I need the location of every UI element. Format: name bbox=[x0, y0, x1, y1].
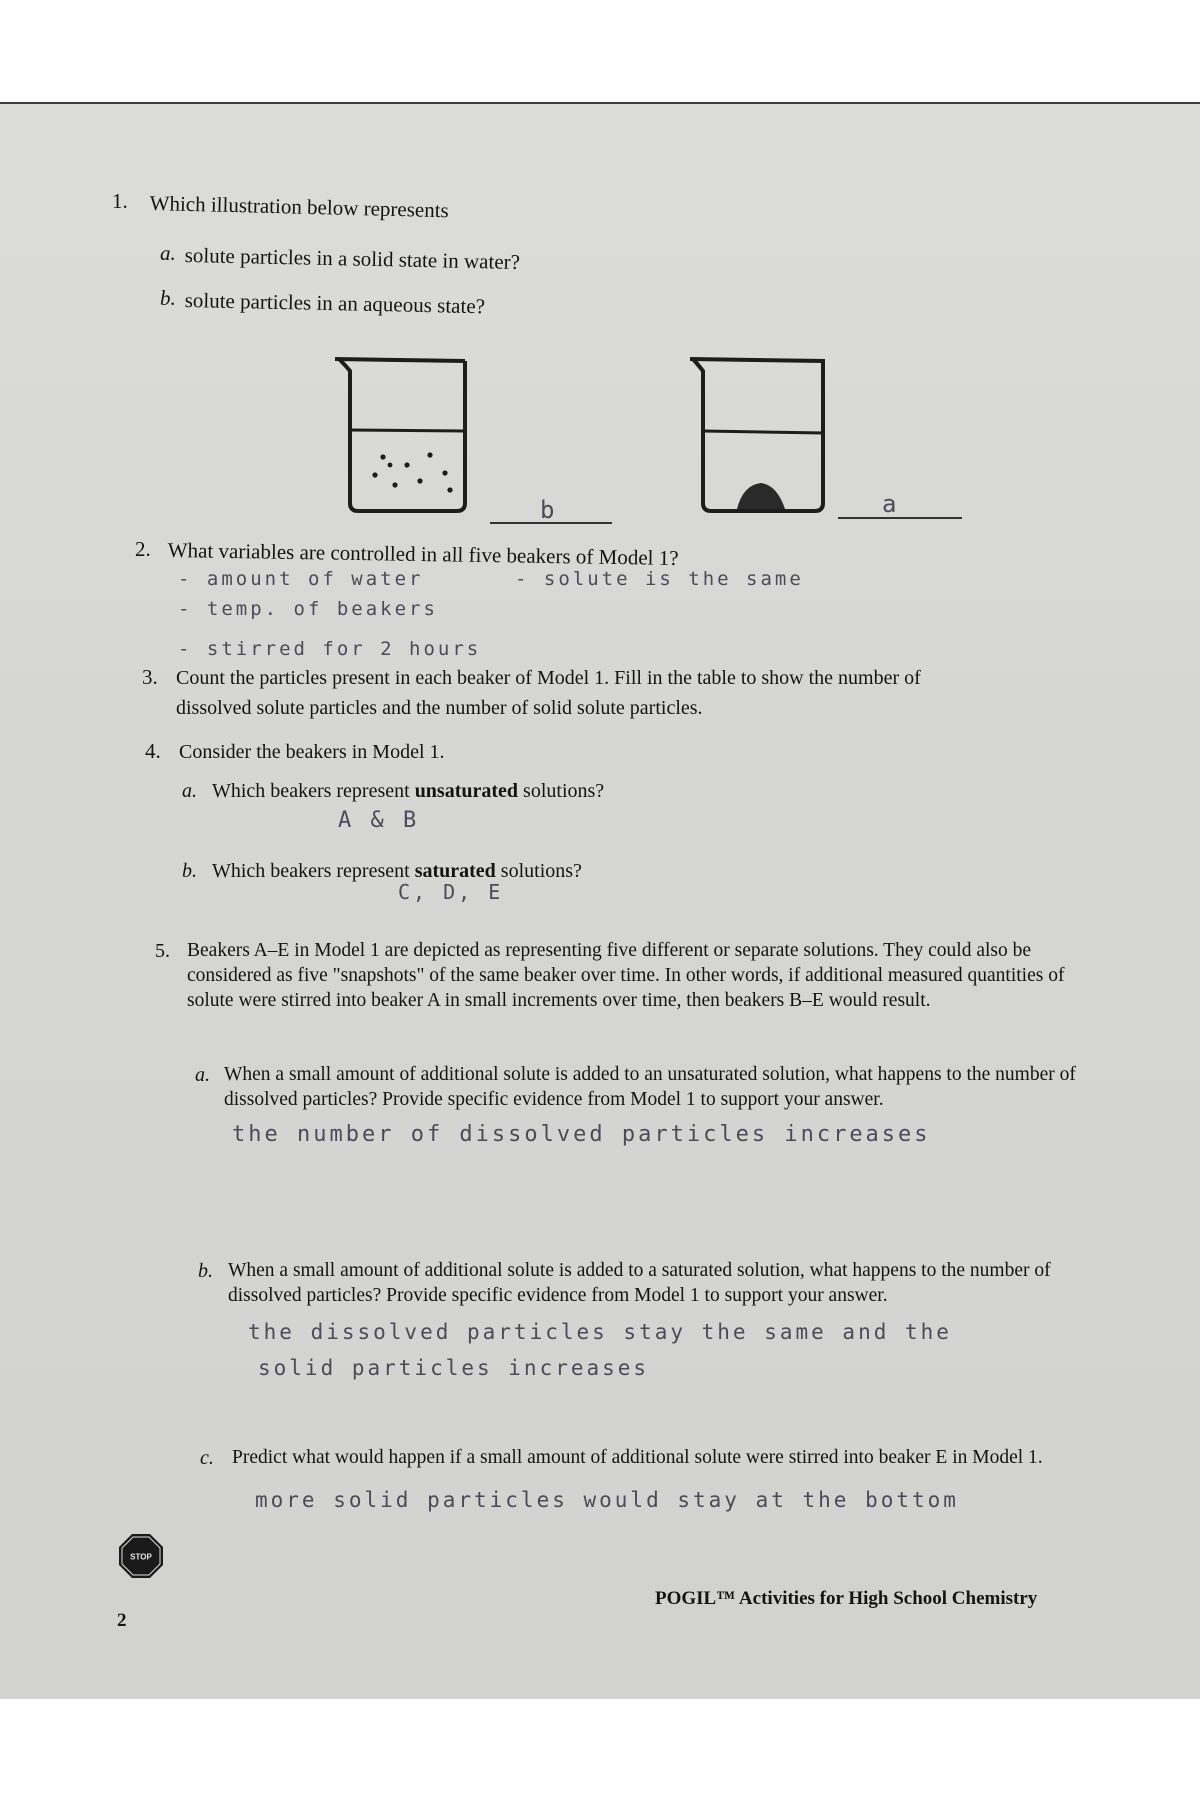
q5b-label: b. bbox=[198, 1260, 213, 1282]
q2-answer-2: - solute is the same bbox=[515, 568, 804, 590]
q5c-answer: more solid particles would stay at the bottom bbox=[255, 1488, 959, 1512]
q4b-label: b. bbox=[182, 860, 197, 882]
q5c-label: c. bbox=[200, 1447, 214, 1469]
q2-prompt: What variables are controlled in all five beakers of Model 1? bbox=[167, 537, 679, 571]
beaker-aqueous bbox=[335, 359, 465, 511]
q1b-text: solute particles in an aqueous state? bbox=[184, 287, 486, 319]
page-number: 2 bbox=[117, 1610, 127, 1631]
q1-number: 1. bbox=[112, 189, 128, 213]
dissolved-particles bbox=[372, 452, 452, 492]
q4a-prompt-post: solutions? bbox=[523, 780, 605, 802]
q1a-text: solute particles in a solid state in water? bbox=[184, 242, 521, 275]
q2-answer-4: - stirred for 2 hours bbox=[178, 638, 482, 660]
q4a-label: a. bbox=[182, 780, 197, 802]
q1-answer-right: a bbox=[882, 490, 900, 518]
q4b-prompt-bold: saturated bbox=[414, 860, 496, 882]
q1b-label: b. bbox=[160, 286, 176, 310]
q2-answer-1: - amount of water bbox=[178, 568, 424, 590]
q5a-text: When a small amount of additional solute is added to an unsaturated solution, what happens to the number of dissolved particles? Provide specific evidence from Model 1 to support your answer. bbox=[224, 1064, 1076, 1110]
q4a-prompt-pre: Which beakers represent bbox=[212, 780, 410, 802]
q3-number: 3. bbox=[142, 665, 158, 689]
q5a-answer: the number of dissolved particles increases bbox=[232, 1122, 931, 1147]
footer-credit: POGIL™ Activities for High School Chemistry bbox=[655, 1588, 1038, 1609]
q5b-text: When a small amount of additional solute is added to a saturated solution, what happens to the number of dissolved particles? Provide specific evidence from Model 1 to support your answer. bbox=[228, 1260, 1051, 1306]
q3-line-2: dissolved solute particles and the number of solid solute particles. bbox=[176, 697, 703, 719]
q5a-label: a. bbox=[195, 1064, 210, 1086]
q4-number: 4. bbox=[145, 739, 161, 763]
stop-sign-icon bbox=[117, 1532, 165, 1580]
q1-answer-left: b bbox=[540, 496, 558, 524]
q4a-answer: A & B bbox=[338, 808, 420, 833]
q4b-prompt-post: solutions? bbox=[500, 860, 582, 882]
q5-number: 5. bbox=[155, 940, 170, 962]
q5c-text: Predict what would happen if a small amount of additional solute were stirred into beaker E in Model 1. bbox=[232, 1447, 1043, 1468]
q1a-label: a. bbox=[160, 241, 176, 265]
solid-solute-pile bbox=[737, 483, 785, 509]
q4-prompt: Consider the beakers in Model 1. bbox=[179, 741, 445, 763]
q2-answer-3: - temp. of beakers bbox=[178, 598, 438, 620]
q4b-prompt bbox=[212, 858, 582, 885]
q4b-answer: C, D, E bbox=[398, 880, 504, 904]
q5-text: Beakers A–E in Model 1 are depicted as representing five different or separate solutions. They could also be considered as five "snapshots" of the same beaker over time. In other words, if additional measured quantities of solute were stirred into beaker A in small increments over time, then beakers B–E would result. bbox=[187, 940, 1065, 1011]
q3-line-1: Count the particles present in each beaker of Model 1. Fill in the table to show the number of bbox=[176, 667, 921, 689]
q1-answer-line-right bbox=[838, 517, 962, 519]
q4b-prompt-pre: Which beakers represent bbox=[212, 860, 410, 882]
stop-sign-text: STOP bbox=[130, 1552, 152, 1562]
q4a-prompt-bold: unsaturated bbox=[414, 780, 519, 802]
q5b-answer-1: the dissolved particles stay the same and the bbox=[248, 1320, 952, 1344]
q2-number: 2. bbox=[135, 537, 151, 561]
q5b-answer-2: solid particles increases bbox=[258, 1356, 650, 1380]
q1-prompt: Which illustration below represents bbox=[149, 190, 450, 223]
q4a-prompt bbox=[212, 778, 604, 805]
